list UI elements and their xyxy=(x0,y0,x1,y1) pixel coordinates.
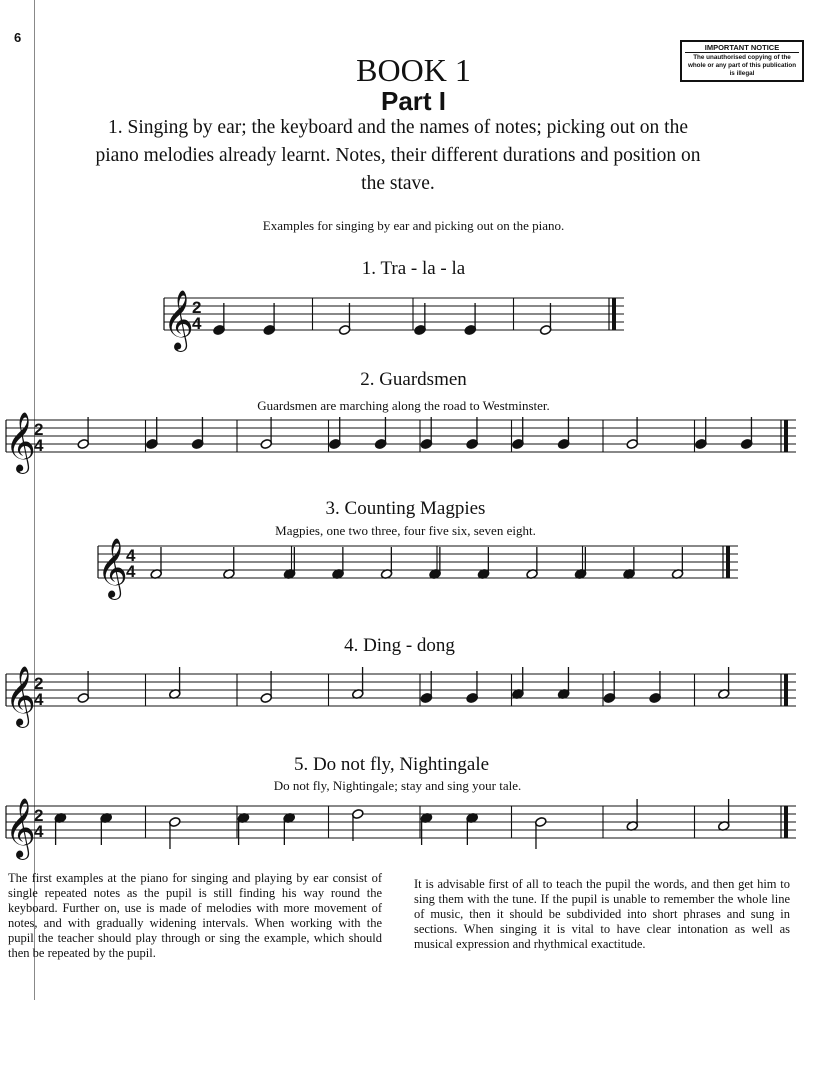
note xyxy=(623,547,635,579)
treble-clef-icon: 𝄞 xyxy=(5,666,36,726)
note xyxy=(626,799,638,831)
note xyxy=(237,813,249,845)
time-signature-bottom: 4 xyxy=(126,562,136,581)
staff-2 xyxy=(5,406,796,472)
note xyxy=(329,417,341,449)
note xyxy=(740,417,752,449)
note xyxy=(420,671,432,703)
note xyxy=(169,667,181,699)
note xyxy=(352,667,364,699)
treble-clef-icon: 𝄞 xyxy=(97,538,128,598)
staff-4 xyxy=(5,660,796,726)
note xyxy=(374,417,386,449)
note xyxy=(539,303,551,335)
note xyxy=(420,813,432,845)
note xyxy=(213,303,225,335)
note xyxy=(649,671,661,703)
note xyxy=(100,813,112,845)
treble-clef-icon: 𝄞 xyxy=(163,290,194,350)
intro-heading: 1. Singing by ear; the keyboard and the names of notes; picking out on the piano melodies already learnt. Notes, their different durations and position on the stave. xyxy=(95,117,701,194)
song-title-3: 3. Counting Magpies xyxy=(325,498,486,519)
staff-1 xyxy=(163,284,624,350)
note xyxy=(150,547,162,579)
time-signature-bottom: 4 xyxy=(34,690,44,709)
note xyxy=(414,303,426,335)
note xyxy=(352,809,364,841)
note xyxy=(671,547,683,579)
note xyxy=(146,417,158,449)
examples-caption: Examples for singing by ear and picking out on the piano. xyxy=(262,218,565,233)
note xyxy=(260,671,272,703)
note xyxy=(332,547,344,579)
time-signature-bottom: 4 xyxy=(34,822,44,841)
note xyxy=(466,813,478,845)
note xyxy=(512,667,524,699)
note xyxy=(380,547,392,579)
note xyxy=(338,303,350,335)
notice-title: IMPORTANT NOTICE xyxy=(685,44,799,53)
lyrics-5: Do not fly, Nightingale; stay and sing your tale. xyxy=(273,778,522,793)
note xyxy=(77,671,89,703)
note xyxy=(191,417,203,449)
paragraph-left: The first examples at the piano for singing and playing by ear consist of single repeated notes as the pupil is still finding his way round the keyboard. Further on, use is made of melodies with more movement of notes, and with gradually widening intervals. When working with the pupil the teacher should play through or sing the example, which should then be repeated by the pupil. xyxy=(8,871,382,960)
final-barline-thick xyxy=(726,546,730,578)
final-barline-thick xyxy=(784,674,788,706)
note xyxy=(420,417,432,449)
note xyxy=(526,547,538,579)
paragraph-right: It is advisable first of all to teach the pupil the words, and then get him to sing them with the tune. If the pupil is unable to remember the whole line of music, then it should be subdivided into short phrases and sung in sections. When singing it is vital to have clear intonation as well as musical expression and rhythmical exactitude. xyxy=(414,877,790,951)
note xyxy=(557,417,569,449)
page-number: 6 xyxy=(14,30,22,45)
time-signature-bottom: 4 xyxy=(34,436,44,455)
note xyxy=(477,547,489,579)
staff-5 xyxy=(5,792,796,858)
song-title-1: 1. Tra - la - la xyxy=(361,258,466,279)
treble-clef-icon: 𝄞 xyxy=(5,412,36,472)
note xyxy=(574,547,586,579)
note xyxy=(77,417,89,449)
note xyxy=(283,813,295,845)
time-signature-top: 2 xyxy=(34,674,44,693)
note xyxy=(557,667,569,699)
part-title: Part I xyxy=(380,86,447,116)
lyrics-2: Guardsmen are marching along the road to Westminster. xyxy=(257,398,550,413)
time-signature-top: 2 xyxy=(192,298,202,317)
note xyxy=(466,417,478,449)
final-barline-thick xyxy=(784,420,788,452)
note xyxy=(512,417,524,449)
note xyxy=(283,547,295,579)
final-barline-thick xyxy=(612,298,616,330)
song-title-2: 2. Guardsmen xyxy=(360,369,467,390)
note xyxy=(263,303,275,335)
song-title-4: 4. Ding - dong xyxy=(344,635,455,656)
note xyxy=(169,817,181,849)
staff-3 xyxy=(97,532,738,598)
note xyxy=(535,817,547,849)
book-title: BOOK 1 xyxy=(356,52,471,88)
final-barline-thick xyxy=(784,806,788,838)
note xyxy=(54,813,66,845)
notice-text: The unauthorised copying of the whole or any part of this publication is illegal xyxy=(687,54,797,77)
time-signature-top: 2 xyxy=(34,806,44,825)
treble-clef-icon: 𝄞 xyxy=(5,798,36,858)
time-signature-bottom: 4 xyxy=(192,314,202,333)
note xyxy=(223,547,235,579)
note xyxy=(260,417,272,449)
time-signature-top: 4 xyxy=(126,546,136,565)
note xyxy=(695,417,707,449)
note xyxy=(626,417,638,449)
note xyxy=(466,671,478,703)
note xyxy=(464,303,476,335)
song-title-5: 5. Do not fly, Nightingale xyxy=(293,754,490,775)
note xyxy=(603,671,615,703)
time-signature-top: 2 xyxy=(34,420,44,439)
lyrics-3: Magpies, one two three, four five six, seven eight. xyxy=(275,523,536,538)
note xyxy=(718,667,730,699)
note xyxy=(718,799,730,831)
note xyxy=(429,547,441,579)
